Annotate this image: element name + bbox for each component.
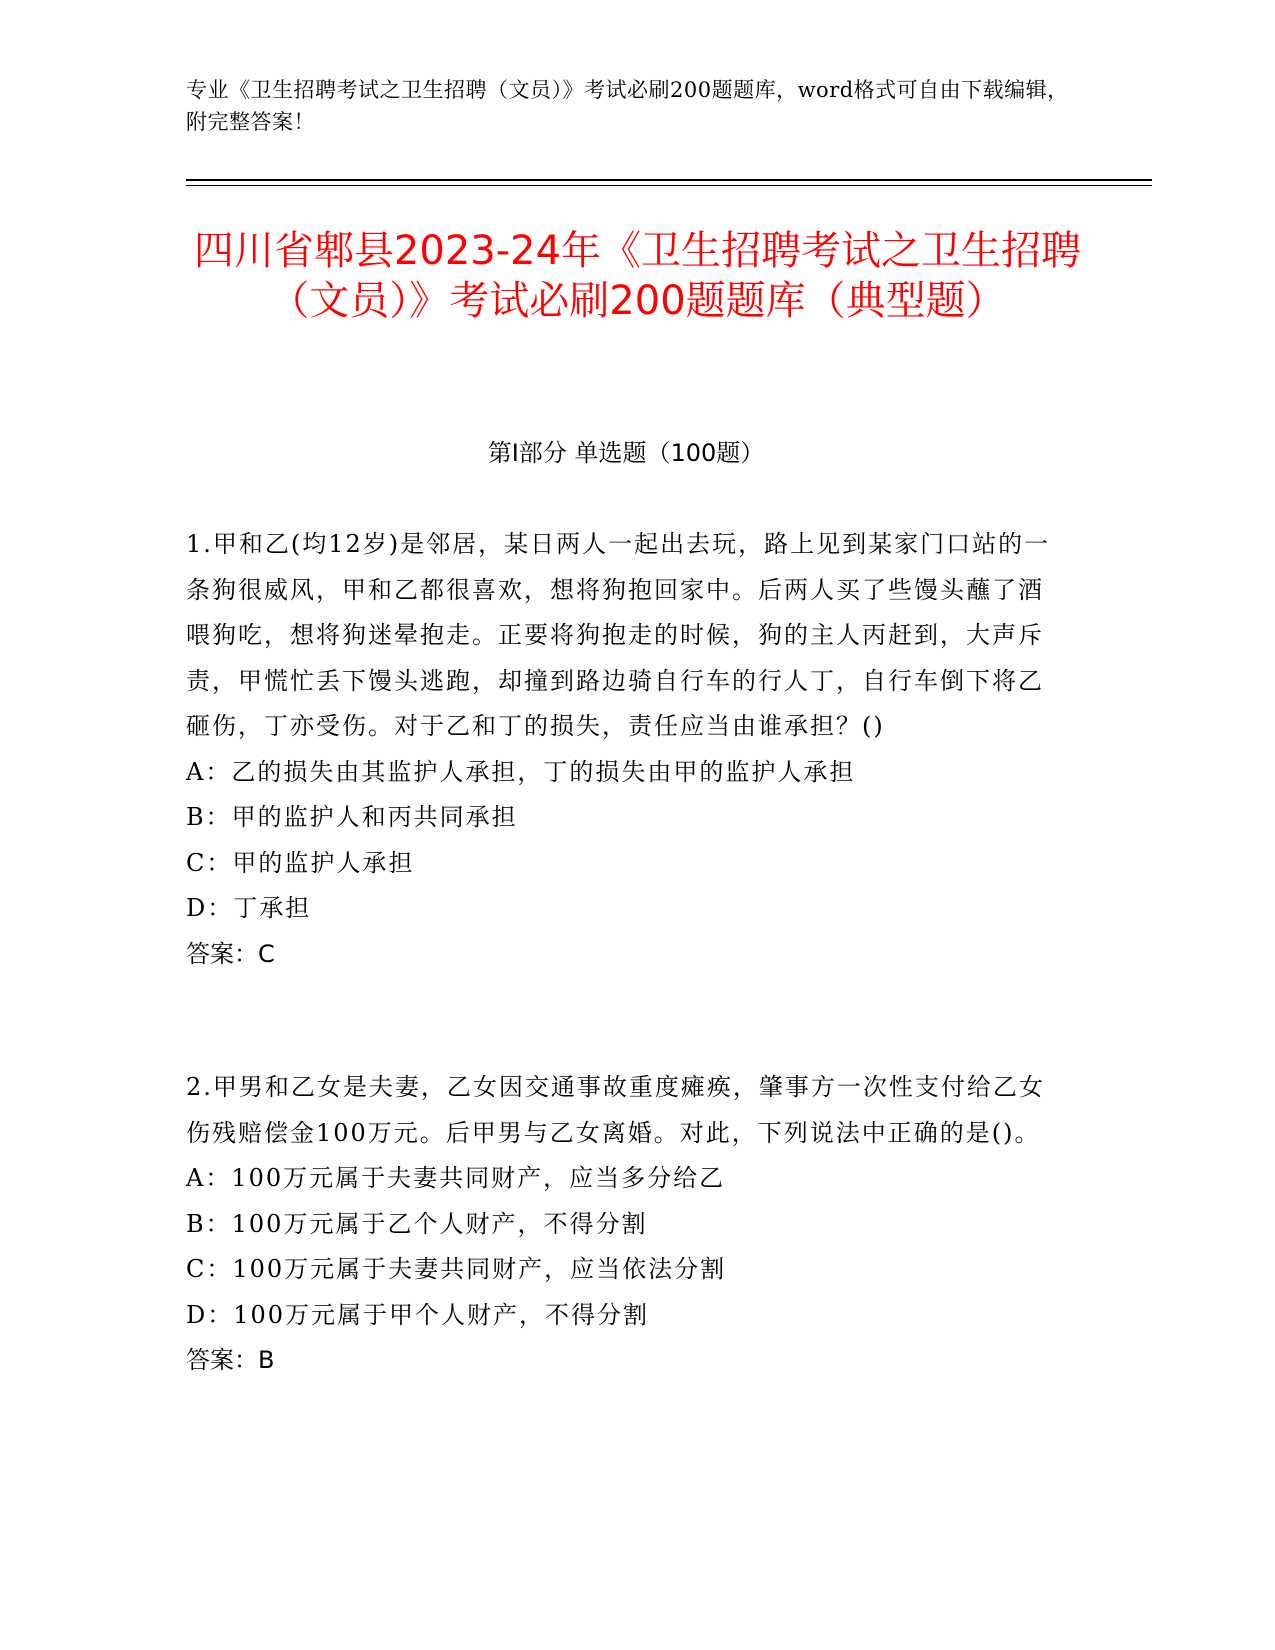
option-b: B：甲的监护人和丙共同承担: [186, 803, 518, 831]
answer: 答案：C: [186, 939, 275, 968]
option-d: D：丁承担: [186, 894, 312, 922]
option-c: C：甲的监护人承担: [186, 848, 415, 877]
section-heading: 第I部分 单选题（100题）: [487, 439, 765, 467]
option-d: D：100万元属于甲个人财产，不得分割: [186, 1300, 650, 1329]
document-title: 四川省郫县2023-24年《卫生招聘考试之卫生招聘（文员）》考试必刷200题题库（典型题）: [193, 228, 1082, 324]
option-c: C：100万元属于夫妻共同财产，应当依法分割: [186, 1255, 727, 1283]
question-1: [186, 522, 1066, 977]
question-stem: 2.甲男和乙女是夫妻，乙女因交通事故重度瘫痪，肇事方一次性支付给乙女伤残赔偿金100万元。后甲男与乙女离婚。对此，下列说法中正确的是()。: [186, 1073, 1045, 1147]
option-a: A：乙的损失由其监护人承担，丁的损失由甲的监护人承担: [186, 757, 856, 786]
header-divider-thin: [186, 185, 1152, 186]
question-2: [186, 1065, 1066, 1384]
option-b: B：100万元属于乙个人财产，不得分割: [186, 1209, 648, 1238]
question-stem: 1.甲和乙(均12岁)是邻居，某日两人一起出去玩，路上见到某家门口站的一条狗很威风，甲和乙都很喜欢，想将狗抱回家中。后两人买了些馒头蘸了酒喂狗吃，想将狗迷晕抱走。正要将狗抱走的时候，狗的主人丙赶到，大声斥责，甲慌忙丢下馒头逃跑，却撞到路边骑自行车的行人丁，自行车倒下将乙砸伤，丁亦受伤。对于乙和丁的损失，责任应当由谁承担？(): [186, 530, 1051, 740]
option-a: A：100万元属于夫妻共同财产，应当多分给乙: [186, 1164, 726, 1192]
header-note: 专业《卫生招聘考试之卫生招聘（文员）》考试必刷200题题库，word格式可自由下载编辑，附完整答案！: [186, 78, 1069, 134]
answer: 答案：B: [186, 1346, 275, 1374]
header-divider-thick: [186, 179, 1152, 181]
